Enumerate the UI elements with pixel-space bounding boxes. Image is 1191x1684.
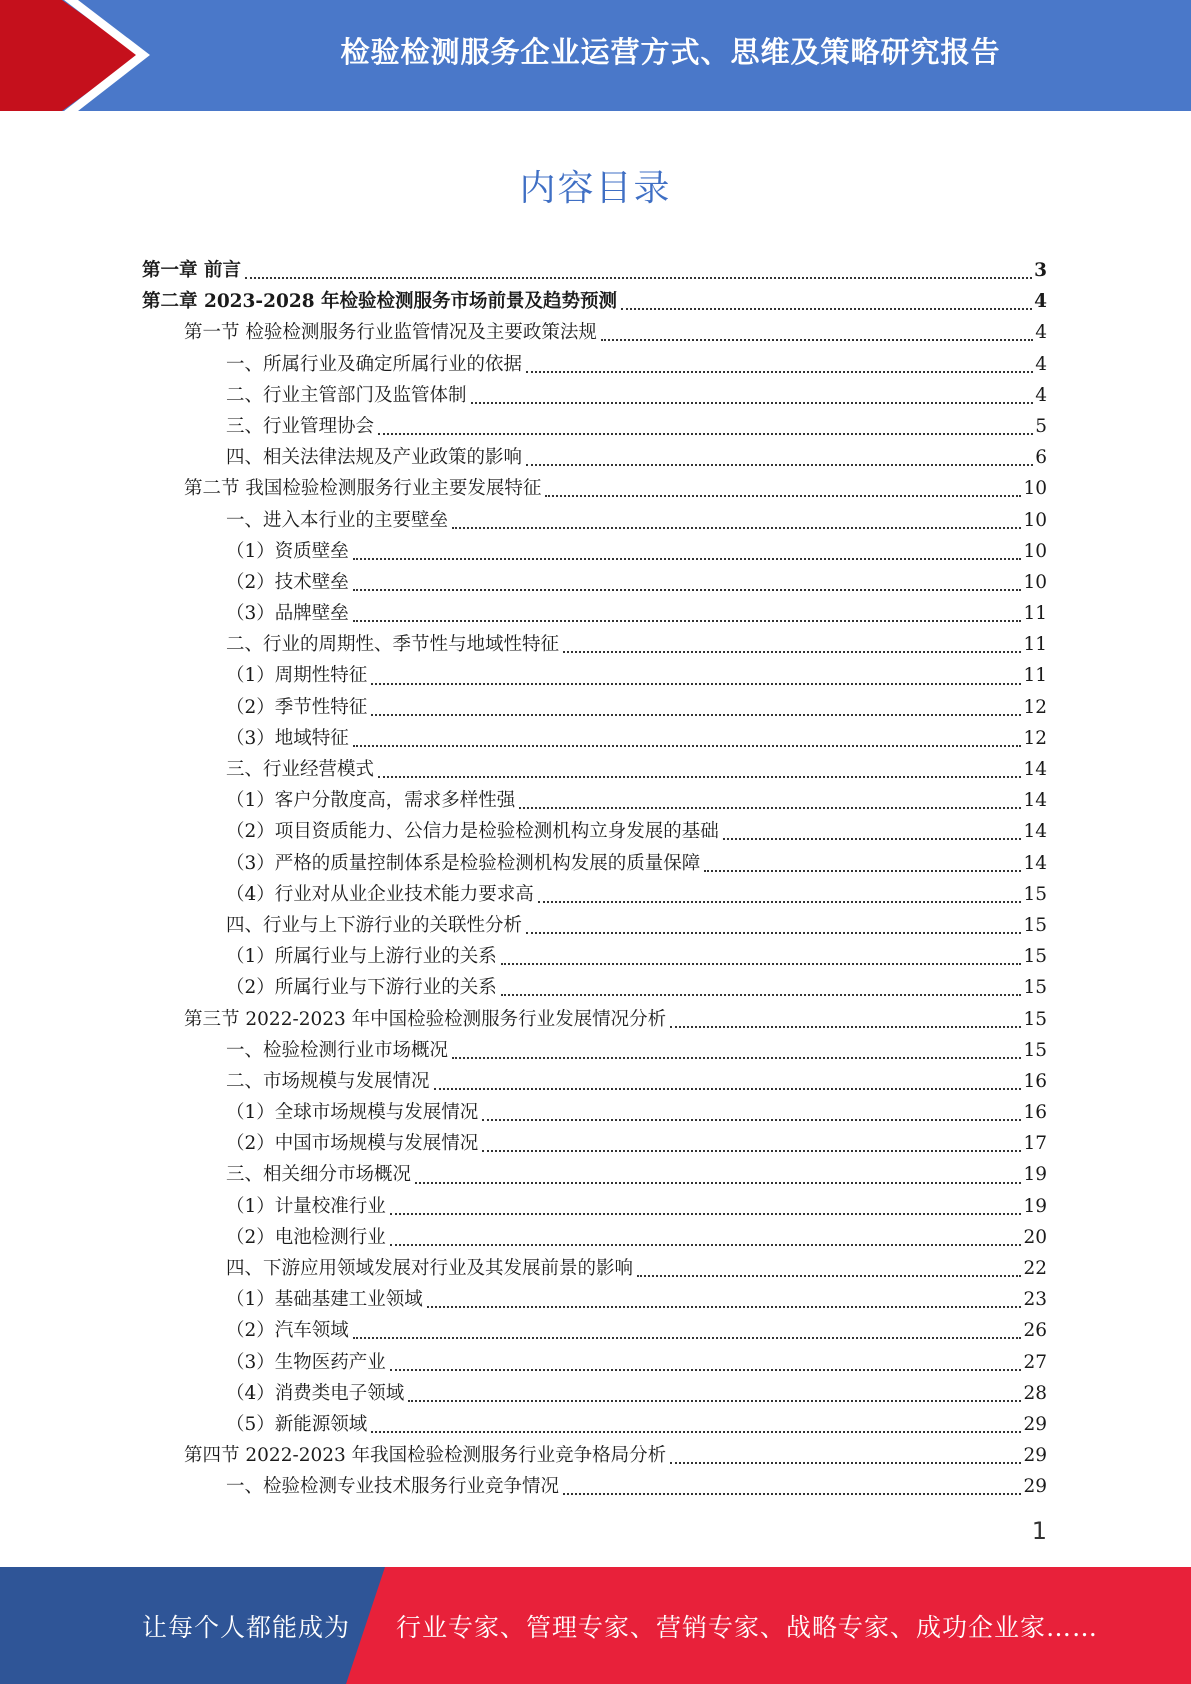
toc-dot-leader bbox=[371, 1430, 1021, 1433]
toc-entry[interactable] bbox=[0, 598, 1047, 629]
toc-dot-leader bbox=[563, 1492, 1021, 1495]
toc-entry-label: （4）消费类电子领域 bbox=[226, 1382, 405, 1404]
toc-dot-leader bbox=[378, 775, 1021, 778]
toc-entry[interactable] bbox=[0, 723, 1047, 754]
toc-entry[interactable] bbox=[0, 286, 1047, 317]
toc-entry-page: 15 bbox=[1023, 914, 1047, 936]
toc-entry[interactable] bbox=[0, 1035, 1047, 1066]
toc-entry-page: 16 bbox=[1023, 1070, 1047, 1092]
toc-entry-label: 二、行业的周期性、季节性与地域性特征 bbox=[226, 634, 560, 656]
toc-entry[interactable] bbox=[0, 1378, 1047, 1409]
toc-entry-page: 5 bbox=[1035, 415, 1047, 437]
toc-entry[interactable] bbox=[0, 380, 1047, 411]
toc-entry-page: 3 bbox=[1034, 260, 1047, 281]
toc-entry-label: 第一章 前言 bbox=[142, 260, 241, 281]
toc-heading: 内容目录 bbox=[519, 168, 672, 209]
toc-dot-leader bbox=[563, 650, 1021, 653]
toc-entry-label: 第二节 我国检验检测服务行业主要发展特征 bbox=[184, 478, 542, 500]
toc-dot-leader bbox=[670, 1461, 1021, 1464]
toc-entry[interactable] bbox=[0, 754, 1047, 785]
toc-entry-label: 第一节 检验检测服务行业监管情况及主要政策法规 bbox=[184, 322, 597, 344]
toc-dot-leader bbox=[482, 1149, 1021, 1152]
toc-entry[interactable] bbox=[0, 1128, 1047, 1159]
toc-entry-label: （3）生物医药产业 bbox=[226, 1351, 386, 1373]
toc-entry-label: （2）季节性特征 bbox=[226, 696, 368, 718]
toc-entry[interactable] bbox=[0, 442, 1047, 473]
toc-dot-leader bbox=[501, 993, 1022, 996]
toc-entry-label: 四、相关法律法规及产业政策的影响 bbox=[226, 447, 523, 469]
toc-dot-leader bbox=[390, 1368, 1022, 1371]
toc-entry-label: 第四节 2022-2023 年我国检验检测服务行业竞争格局分析 bbox=[184, 1445, 667, 1467]
toc-entry-page: 14 bbox=[1023, 821, 1047, 843]
toc-entry-page: 15 bbox=[1023, 883, 1047, 905]
footer-slogan-left: 让每个人都能成为 bbox=[142, 1612, 351, 1642]
toc-entry-label: 一、检验检测专业技术服务行业竞争情况 bbox=[226, 1476, 560, 1498]
toc-entry-page: 27 bbox=[1023, 1351, 1047, 1373]
toc-entry[interactable] bbox=[0, 536, 1047, 567]
toc-dot-leader bbox=[452, 1056, 1021, 1059]
toc-dot-leader bbox=[434, 1087, 1022, 1090]
toc-entry[interactable] bbox=[0, 567, 1047, 598]
toc-entry-page: 22 bbox=[1023, 1258, 1047, 1279]
toc-entry-label: （2）技术壁垒 bbox=[226, 571, 349, 593]
toc-entry-page: 4 bbox=[1035, 322, 1047, 344]
toc-dot-leader bbox=[371, 682, 1021, 685]
toc-entry-page: 15 bbox=[1023, 946, 1047, 968]
toc-entry[interactable] bbox=[0, 1284, 1047, 1315]
toc-entry[interactable] bbox=[0, 1222, 1047, 1253]
toc-entry-label: （2）项目资质能力、公信力是检验检测机构立身发展的基础 bbox=[226, 821, 719, 843]
toc-entry[interactable] bbox=[0, 411, 1047, 442]
toc-dot-leader bbox=[353, 588, 1022, 591]
toc-entry-label: （4）行业对从业企业技术能力要求高 bbox=[226, 883, 534, 905]
toc-dot-leader bbox=[538, 900, 1022, 903]
toc-entry-label: （1）资质壁垒 bbox=[226, 540, 349, 562]
toc-entry-page: 29 bbox=[1023, 1445, 1047, 1467]
toc-entry-label: 第三节 2022-2023 年中国检验检测服务行业发展情况分析 bbox=[184, 1008, 667, 1030]
page-footer-banner bbox=[0, 1567, 1191, 1684]
toc-entry[interactable] bbox=[0, 1097, 1047, 1128]
toc-entry-page: 29 bbox=[1023, 1476, 1047, 1498]
toc-dot-leader bbox=[723, 837, 1022, 840]
toc-entry-label: （1）基础基建工业领域 bbox=[226, 1289, 423, 1311]
toc-entry[interactable] bbox=[0, 317, 1047, 348]
toc-dot-leader bbox=[415, 1181, 1021, 1184]
toc-entry[interactable] bbox=[0, 629, 1047, 660]
toc-dot-leader bbox=[482, 1118, 1021, 1121]
toc-dot-leader bbox=[621, 307, 1032, 310]
toc-dot-leader bbox=[526, 463, 1033, 466]
toc-dot-leader bbox=[378, 432, 1033, 435]
toc-dot-leader bbox=[408, 1399, 1021, 1402]
toc-entry-page: 11 bbox=[1023, 603, 1047, 625]
toc-entry-page: 14 bbox=[1023, 790, 1047, 812]
toc-entry[interactable] bbox=[0, 972, 1047, 1003]
toc-entry[interactable] bbox=[0, 1440, 1047, 1471]
toc-dot-leader bbox=[501, 962, 1022, 965]
toc-entry-label: 第二章 2023-2028 年检验检测服务市场前景及趋势预测 bbox=[142, 291, 618, 313]
toc-entry-page: 4 bbox=[1034, 291, 1047, 313]
toc-entry-page: 19 bbox=[1023, 1164, 1047, 1186]
page-number: 1 bbox=[1031, 1517, 1047, 1545]
toc-entry-page: 6 bbox=[1035, 447, 1047, 469]
toc-entry-page: 28 bbox=[1023, 1382, 1047, 1404]
toc-entry-page: 14 bbox=[1023, 852, 1047, 874]
toc-entry-label: 四、下游应用领域发展对行业及其发展前景的影响 bbox=[226, 1258, 634, 1279]
toc-entry[interactable] bbox=[0, 941, 1047, 972]
toc-entry-label: （5）新能源领域 bbox=[226, 1413, 368, 1435]
toc-entry-page: 20 bbox=[1023, 1226, 1047, 1248]
toc-entry-page: 15 bbox=[1023, 1039, 1047, 1061]
toc-entry[interactable] bbox=[0, 1191, 1047, 1222]
toc-entry-label: 三、行业经营模式 bbox=[226, 759, 375, 780]
toc-entry[interactable] bbox=[0, 692, 1047, 723]
toc-entry-label: 三、行业管理协会 bbox=[226, 415, 375, 437]
toc-entry-page: 26 bbox=[1023, 1320, 1047, 1342]
toc-dot-leader bbox=[353, 557, 1022, 560]
page-header-banner bbox=[0, 0, 1191, 111]
toc-entry-label: （2）汽车领域 bbox=[226, 1320, 349, 1342]
toc-entry[interactable] bbox=[0, 1159, 1047, 1190]
toc-entry-page: 4 bbox=[1035, 353, 1047, 375]
toc-dot-leader bbox=[371, 713, 1021, 716]
toc-entry-label: （2）电池检测行业 bbox=[226, 1226, 386, 1248]
toc-entry[interactable] bbox=[0, 1066, 1047, 1097]
toc-entry[interactable] bbox=[0, 1315, 1047, 1346]
toc-entry-page: 15 bbox=[1023, 977, 1047, 999]
toc-entry-page: 16 bbox=[1023, 1102, 1047, 1124]
toc-dot-leader bbox=[452, 526, 1021, 529]
toc-entry-label: （2）中国市场规模与发展情况 bbox=[226, 1133, 479, 1155]
toc-entry-label: （2）所属行业与下游行业的关系 bbox=[226, 977, 497, 999]
toc-entry-label: 一、检验检测行业市场概况 bbox=[226, 1039, 449, 1061]
footer-slogan-right: 行业专家、管理专家、营销专家、战略专家、成功企业家…… bbox=[396, 1612, 1099, 1642]
toc-entry-page: 10 bbox=[1023, 571, 1047, 593]
toc-entry[interactable] bbox=[0, 879, 1047, 910]
toc-entry-page: 29 bbox=[1023, 1413, 1047, 1435]
toc-entry-page: 23 bbox=[1023, 1289, 1047, 1311]
toc-dot-leader bbox=[545, 494, 1021, 497]
toc-entry-page: 4 bbox=[1035, 384, 1047, 406]
toc-dot-leader bbox=[670, 1025, 1021, 1028]
toc-entry-page: 10 bbox=[1023, 509, 1047, 531]
toc-entry-label: （1）所属行业与上游行业的关系 bbox=[226, 946, 497, 968]
toc-entry-page: 11 bbox=[1023, 634, 1047, 656]
toc-entry-page: 14 bbox=[1023, 759, 1047, 780]
toc-entry-page: 19 bbox=[1023, 1195, 1047, 1217]
toc-entry-label: （1）全球市场规模与发展情况 bbox=[226, 1102, 479, 1124]
toc-entry[interactable] bbox=[0, 1253, 1047, 1284]
toc-entry[interactable] bbox=[0, 848, 1047, 879]
toc-entry[interactable] bbox=[0, 816, 1047, 847]
document-title: 检验检测服务企业运营方式、思维及策略研究报告 bbox=[340, 34, 1001, 69]
toc-entry-page: 11 bbox=[1023, 665, 1047, 687]
toc-dot-leader bbox=[637, 1274, 1021, 1277]
toc-entry-label: （3）严格的质量控制体系是检验检测机构发展的质量保障 bbox=[226, 852, 701, 874]
table-of-contents bbox=[0, 255, 1191, 1503]
toc-dot-leader bbox=[526, 370, 1033, 373]
toc-entry-page: 15 bbox=[1023, 1008, 1047, 1030]
toc-entry[interactable] bbox=[0, 255, 1047, 286]
toc-entry[interactable] bbox=[0, 349, 1047, 380]
toc-entry-label: 四、行业与上下游行业的关联性分析 bbox=[226, 914, 523, 936]
toc-entry-page: 10 bbox=[1023, 478, 1047, 500]
toc-dot-leader bbox=[390, 1243, 1022, 1246]
toc-entry[interactable] bbox=[0, 1471, 1047, 1502]
toc-entry[interactable] bbox=[0, 1409, 1047, 1440]
toc-dot-leader bbox=[427, 1305, 1022, 1308]
toc-entry-label: 二、市场规模与发展情况 bbox=[226, 1070, 430, 1092]
toc-entry[interactable] bbox=[0, 505, 1047, 536]
toc-entry-label: （3）地域特征 bbox=[226, 727, 349, 749]
toc-entry[interactable] bbox=[0, 660, 1047, 691]
toc-dot-leader bbox=[471, 401, 1034, 404]
toc-entry-label: 三、相关细分市场概况 bbox=[226, 1164, 412, 1186]
toc-entry-label: 一、所属行业及确定所属行业的依据 bbox=[226, 353, 523, 375]
toc-entry-label: （1）周期性特征 bbox=[226, 665, 368, 687]
toc-entry-label: （3）品牌壁垒 bbox=[226, 603, 349, 625]
toc-dot-leader bbox=[519, 806, 1021, 809]
toc-entry-label: （1）计量校准行业 bbox=[226, 1195, 386, 1217]
toc-dot-leader bbox=[353, 744, 1022, 747]
toc-entry-page: 10 bbox=[1023, 540, 1047, 562]
toc-entry-page: 17 bbox=[1023, 1133, 1047, 1155]
toc-dot-leader bbox=[353, 619, 1022, 622]
toc-entry[interactable] bbox=[0, 1347, 1047, 1378]
toc-dot-leader bbox=[390, 1212, 1022, 1215]
toc-entry-page: 12 bbox=[1023, 727, 1047, 749]
toc-entry-label: 二、行业主管部门及监管体制 bbox=[226, 384, 467, 406]
toc-entry[interactable] bbox=[0, 785, 1047, 816]
toc-entry[interactable] bbox=[0, 1004, 1047, 1035]
toc-entry[interactable] bbox=[0, 910, 1047, 941]
toc-dot-leader bbox=[353, 1336, 1022, 1339]
toc-entry-label: 一、进入本行业的主要壁垒 bbox=[226, 509, 449, 531]
toc-entry-label: （1）客户分散度高，需求多样性强 bbox=[226, 790, 516, 812]
toc-dot-leader bbox=[704, 869, 1021, 872]
toc-entry[interactable] bbox=[0, 473, 1047, 504]
toc-dot-leader bbox=[526, 931, 1021, 934]
toc-dot-leader bbox=[601, 338, 1033, 341]
toc-dot-leader bbox=[245, 276, 1032, 279]
toc-entry-page: 12 bbox=[1023, 696, 1047, 718]
